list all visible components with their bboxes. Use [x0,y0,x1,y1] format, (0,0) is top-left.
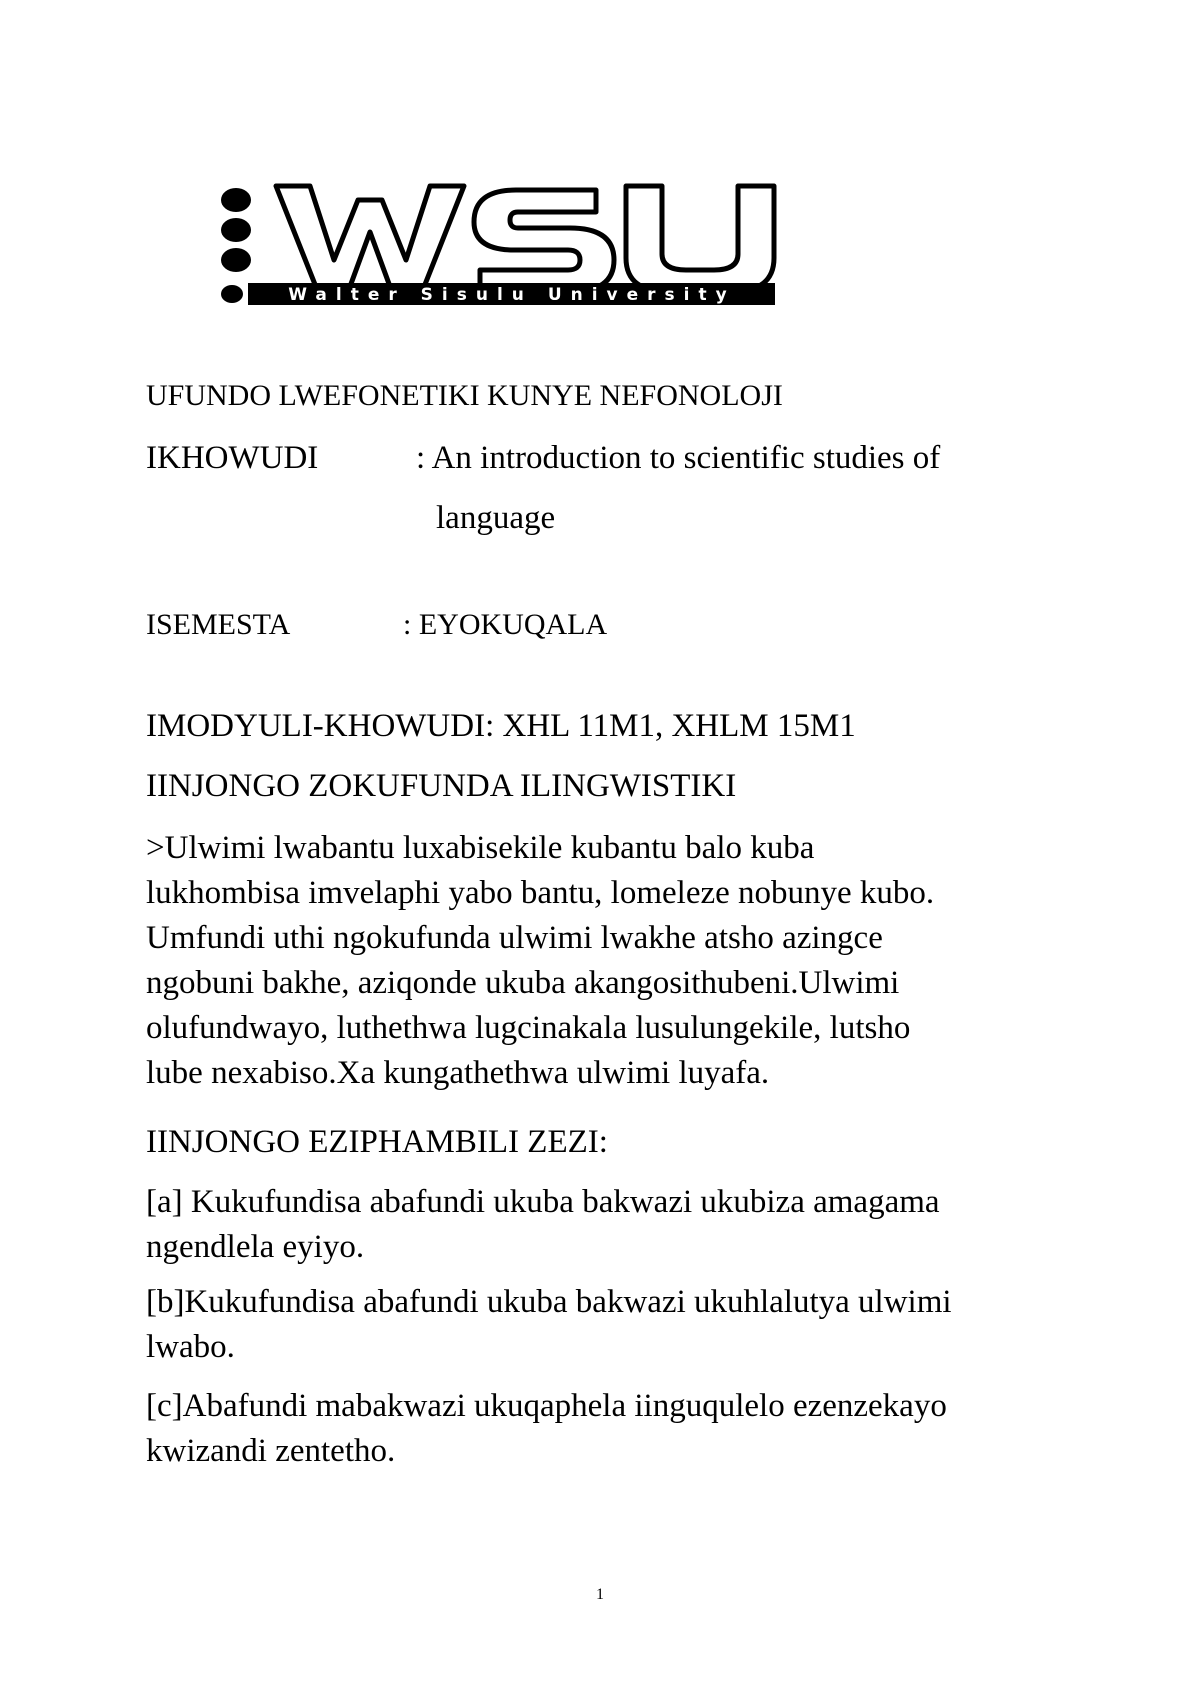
svg-text:Walter Sisulu University: Walter Sisulu University [288,285,736,305]
intro-line: ngobuni bakhe, aziqonde ukuba akangosithubeni.Ulwimi [146,965,900,1001]
page-number: 1 [596,1586,604,1603]
intro-line: lube nexabiso.Xa kungathethwa ulwimi luyafa. [146,1055,770,1091]
intro-paragraph [146,826,1046,1096]
course-row [146,438,1046,478]
aims-heading: IINJONGO ZOKUFUNDA ILINGWISTIKI [146,768,737,804]
intro-line: olufundwayo, luthethwa lugcinakala lusulungekile, lutsho [146,1010,911,1046]
module-codes: IMODYULI-KHOWUDI: XHL 11M1, XHLM 15M1 [146,708,856,744]
course-label: IKHOWUDI [146,440,319,476]
objective-line: [a] Kukufundisa abafundi ukuba bakwazi ukubiza amagama [146,1184,940,1220]
intro-line: Umfundi uthi ngokufunda ulwimi lwakhe atsho azingce [146,920,883,956]
objective-line: [c]Abafundi mabakwazi ukuqaphela iinguqulelo ezenzekayo [146,1388,947,1424]
objective-item-b [146,1280,1046,1370]
semester-value: : EYOKUQALA [403,608,608,641]
course-value-line2: language [436,500,556,536]
university-logo [218,180,828,315]
objective-line: lwabo. [146,1329,235,1365]
intro-line: >Ulwimi lwabantu luxabisekile kubantu balo kuba [146,830,815,866]
objectives-heading: IINJONGO EZIPHAMBILI ZEZI: [146,1124,608,1160]
objective-line: ngendlela eyiyo. [146,1229,365,1265]
semester-label: ISEMESTA [146,608,291,641]
objective-line: [b]Kukufundisa abafundi ukuba bakwazi ukuhlalutya ulwimi [146,1284,952,1320]
objective-item-c [146,1384,1046,1474]
course-value-line1: : An introduction to scientific studies of [416,440,941,476]
document-title: UFUNDO LWEFONETIKI KUNYE NEFONOLOJI [146,379,783,412]
semester-row [146,605,1046,645]
objective-item-a [146,1180,1046,1270]
objective-line: kwizandi zentetho. [146,1433,396,1469]
intro-line: lukhombisa imvelaphi yabo bantu, lomeleze nobunye kubo. [146,875,935,911]
